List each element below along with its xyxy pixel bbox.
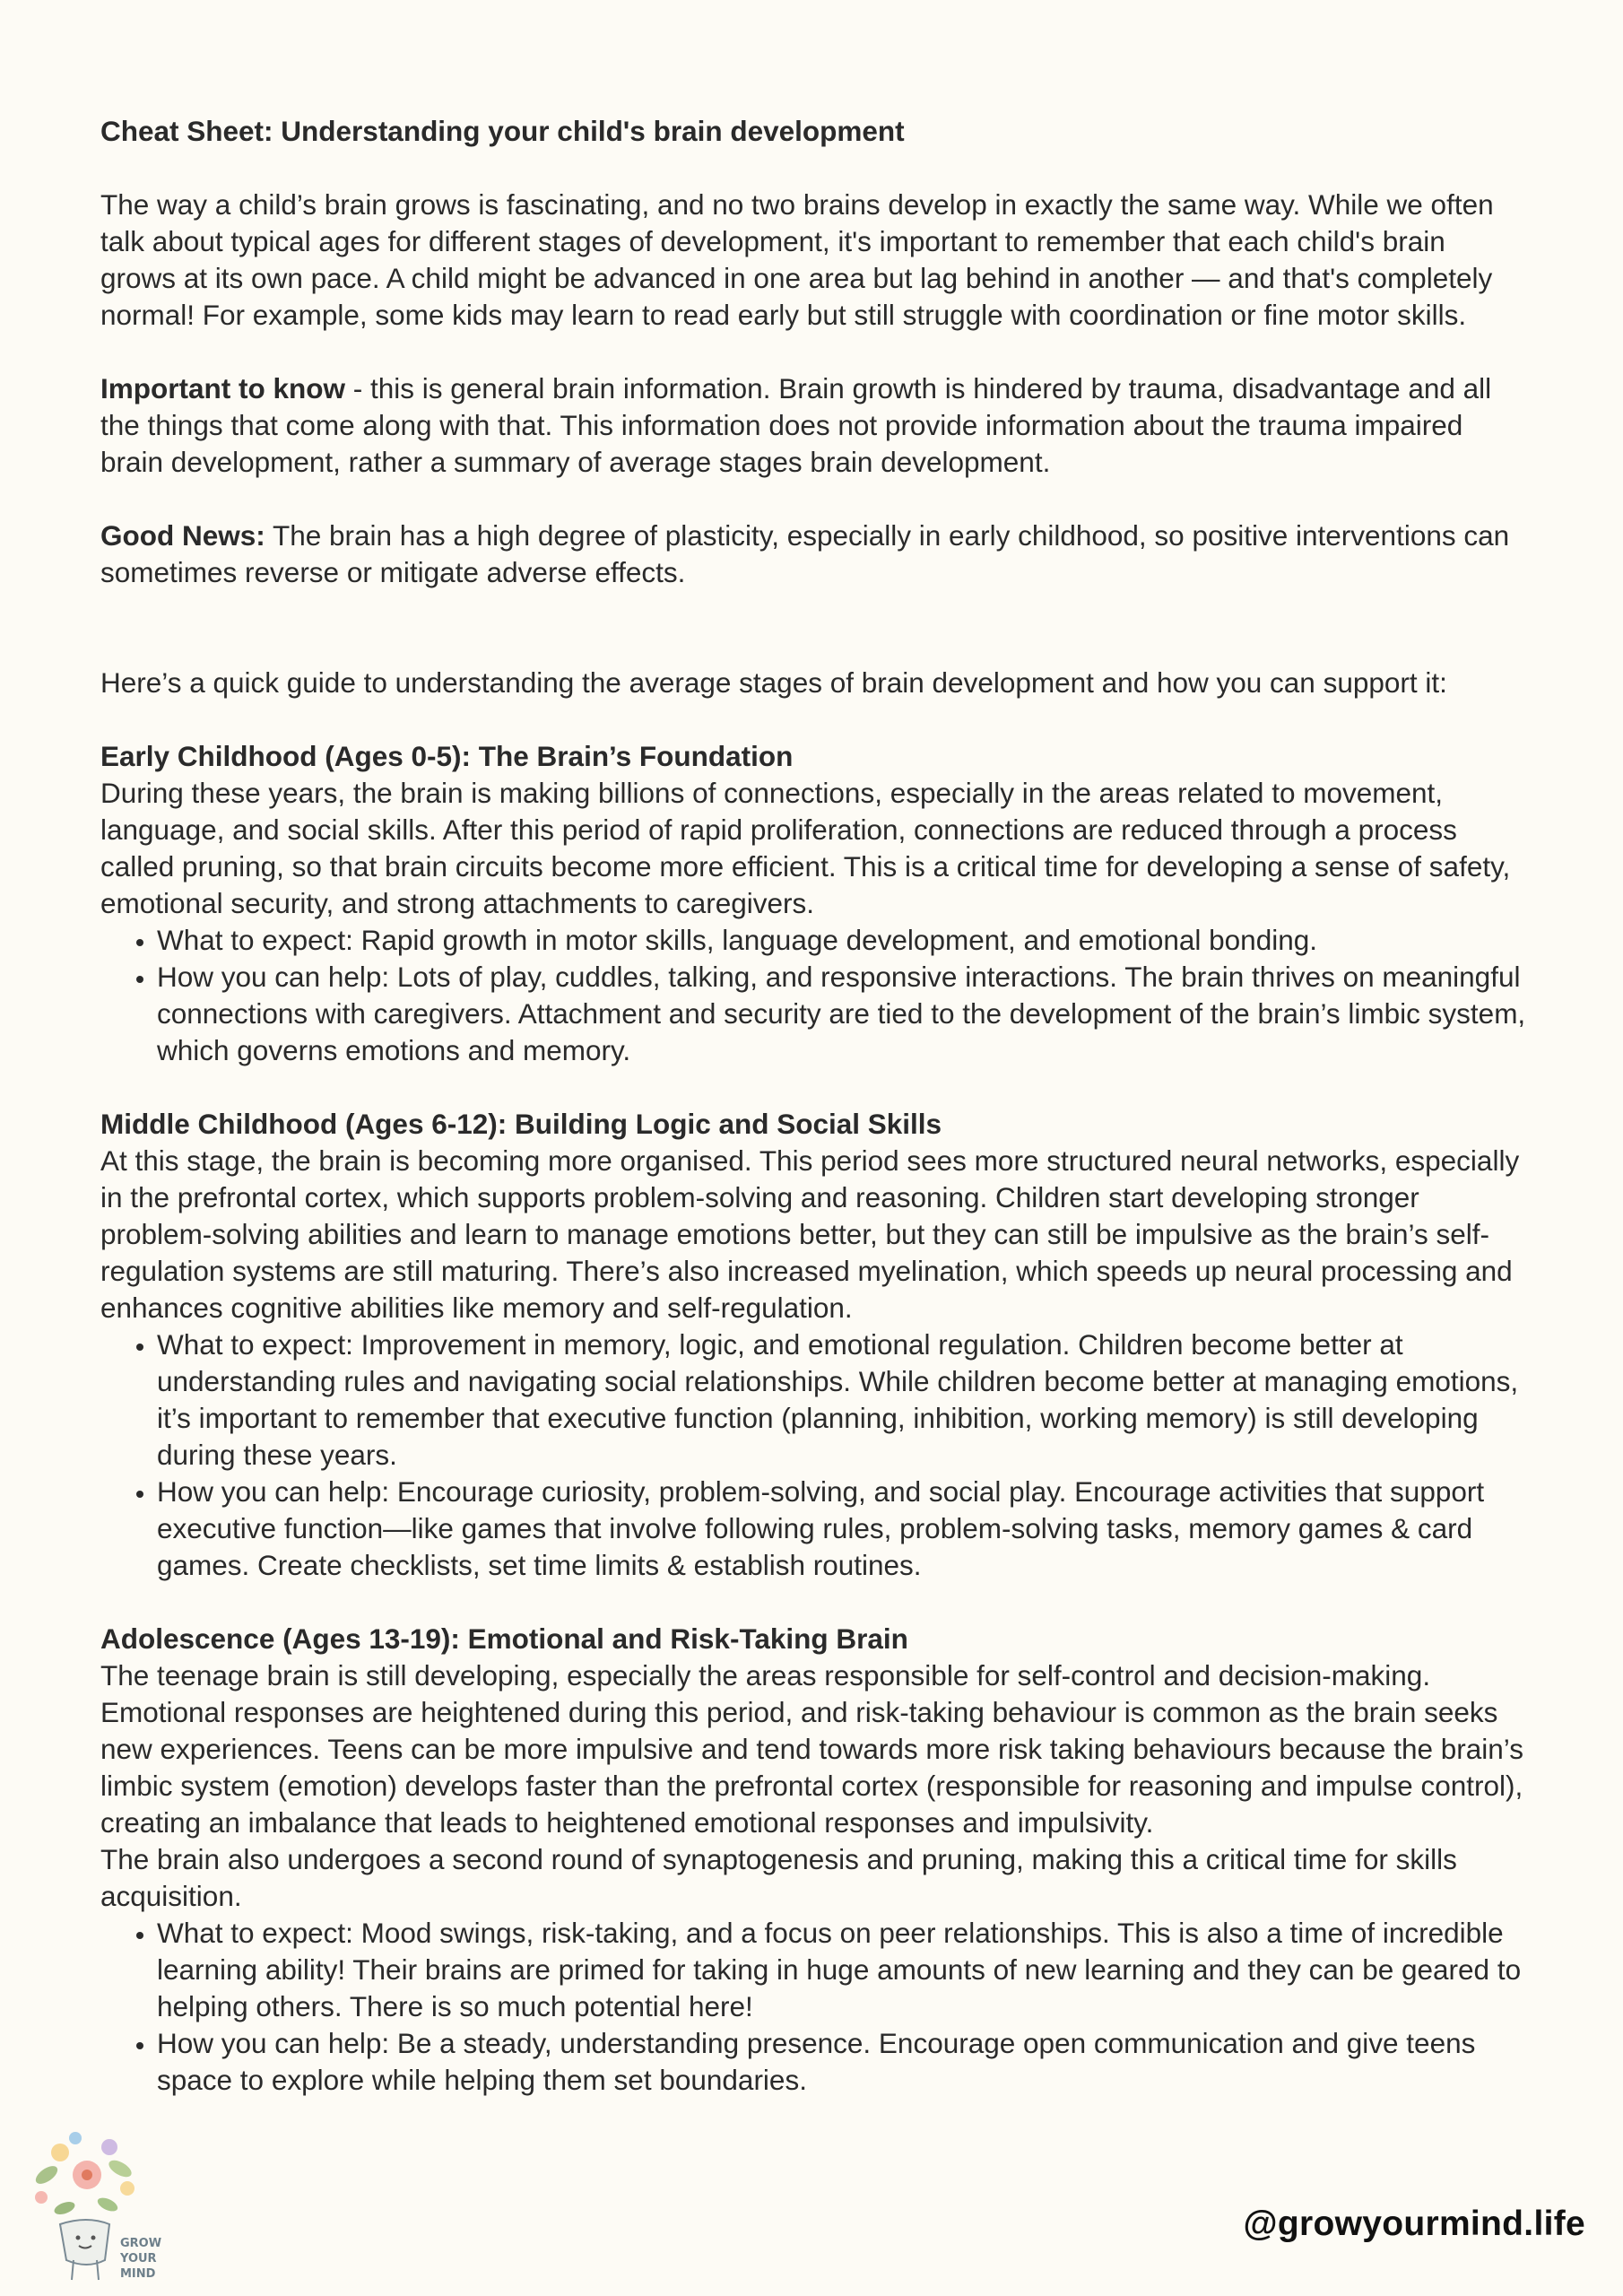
- spacer: [100, 628, 1526, 665]
- social-handle: @growyourmind.life: [1243, 2205, 1585, 2243]
- section-early-childhood: [100, 738, 1526, 1069]
- section-body: The teenage brain is still developing, especially the areas responsible for self-control and decision-making. Emotional responses are heightened during this period, and risk-taking behaviour is common as the brain seeks new experiences. Teens can be more impulsive and tend towards more risk taking behaviours because the brain’s limbic system (emotion) develops faster than the prefrontal cortex (responsible for reasoning and impulse control), creating an imbalance that leads to heightened emotional responses and impulsivity.: [100, 1659, 1523, 1839]
- bullet-list: [100, 1326, 1526, 1584]
- list-item: • What to expect: Mood swings, risk-taking, and a focus on peer relationships. This is also a time of incredible learning ability! Their brains are primed for taking in huge amounts of new learning and they can be geared to helping others. There is so much potential here!: [157, 1915, 1526, 2025]
- list-item: • How you can help: Be a steady, understanding presence. Encourage open communication and give teens space to explore while helping them set boundaries.: [157, 2025, 1526, 2099]
- section-title: Middle Childhood (Ages 6-12): Building Logic and Social Skills: [100, 1108, 942, 1140]
- section-middle-childhood: [100, 1106, 1526, 1584]
- svg-text:MIND: MIND: [120, 2267, 156, 2281]
- section-title: Adolescence (Ages 13-19): Emotional and Risk-Taking Brain: [100, 1622, 908, 1655]
- bullet-list: [100, 1915, 1526, 2099]
- bullet-list: [100, 922, 1526, 1069]
- svg-text:YOUR: YOUR: [120, 2252, 157, 2266]
- list-item: • What to expect: Improvement in memory, logic, and emotional regulation. Children become better at understanding rules and navigating social relationships. While children become better at managing emotions, it’s important to remember that executive function (planning, inhibition, working memory) is still developing during these years.: [157, 1326, 1526, 1474]
- grow-your-mind-logo: [20, 2126, 162, 2292]
- page-title: Cheat Sheet: Understanding your child's brain development: [100, 115, 905, 147]
- important-text: - this is general brain information. Brain growth is hindered by trauma, disadvantage and all the things that come along with that. This information does not provide information about the trauma impaired brain development, rather a summary of average stages brain development.: [100, 372, 1492, 478]
- good-news-label: Good News:: [100, 519, 265, 552]
- list-item: • How you can help: Encourage curiosity, problem-solving, and social play. Encourage activities that support executive function—like games that involve following rules, problem-solving tasks, memory games & card games. Create checklists, set time limits & establish routines.: [157, 1474, 1526, 1584]
- intro-paragraph: The way a child’s brain grows is fascinating, and no two brains develop in exactly the same way. While we often talk about typical ages for different stages of development, it's important to remember that each child's brain grows at its own pace. A child might be advanced in one area but lag behind in another — and that's completely normal! For example, some kids may learn to read early but still struggle with coordination or fine motor skills.: [100, 188, 1494, 331]
- document-page: [100, 113, 1526, 2135]
- important-paragraph: [100, 370, 1526, 481]
- section-title: Early Childhood (Ages 0-5): The Brain’s Foundation: [100, 740, 794, 772]
- good-news-paragraph: [100, 517, 1526, 591]
- section-body: During these years, the brain is making billions of connections, especially in the areas related to movement, language, and social skills. After this period of rapid proliferation, connections are reduced through a process called pruning, so that brain circuits become more efficient. This is a critical time for developing a sense of safety, emotional security, and strong attachments to caregivers.: [100, 777, 1511, 919]
- list-item: • What to expect: Rapid growth in motor skills, language development, and emotional bonding.: [157, 922, 1526, 959]
- good-news-text: The brain has a high degree of plasticity, especially in early childhood, so positive interventions can sometimes reverse or mitigate adverse effects.: [100, 519, 1510, 588]
- section-adolescence: [100, 1621, 1526, 2099]
- section-body-continued: The brain also undergoes a second round of synaptogenesis and pruning, making this a critical time for skills acquisition.: [100, 1843, 1457, 1912]
- svg-text:GROW: GROW: [120, 2237, 162, 2250]
- list-item: • How you can help: Lots of play, cuddles, talking, and responsive interactions. The brain thrives on meaningful connections with caregivers. Attachment and security are tied to the development of the brain’s limbic system, which governs emotions and memory.: [157, 959, 1526, 1069]
- section-body: At this stage, the brain is becoming more organised. This period sees more structured neural networks, especially in the prefrontal cortex, which supports problem-solving and reasoning. Children start developing stronger problem-solving abilities and learn to manage emotions better, but they can still be impulsive as the brain’s self-regulation systems are still maturing. There’s also increased myelination, which speeds up neural processing and enhances cognitive abilities like memory and self-regulation.: [100, 1144, 1520, 1324]
- guide-intro: Here’s a quick guide to understanding the average stages of brain development and how you can support it:: [100, 666, 1447, 699]
- important-label: Important to know: [100, 372, 345, 404]
